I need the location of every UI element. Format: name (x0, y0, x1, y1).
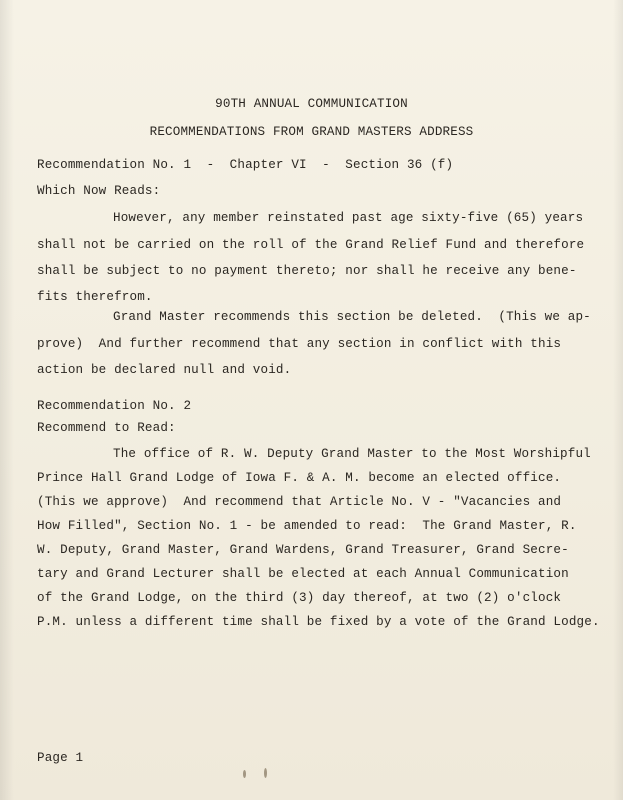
rec1-para1-line: shall not be carried on the roll of the Grand Relief Fund and therefore (37, 238, 585, 252)
rec1-para1-line: shall be subject to no payment thereto; nor shall he receive any bene- (37, 264, 577, 278)
document-subtitle: RECOMMENDATIONS FROM GRAND MASTERS ADDRESS (149, 125, 474, 139)
rec2-para-line: Prince Hall Grand Lodge of Iowa F. & A. M. become an elected office. (37, 471, 562, 485)
ink-mark (243, 770, 246, 778)
rec2-para-line: of the Grand Lodge, on the third (3) day thereof, at two (2) o'clock (37, 591, 562, 605)
page-number: Page 1 (37, 751, 84, 765)
rec2-para-line: The office of R. W. Deputy Grand Master to the Most Worshipful (113, 447, 591, 461)
recommendation-2-heading: Recommendation No. 2 (37, 399, 192, 413)
document-title: 90TH ANNUAL COMMUNICATION (215, 97, 408, 111)
recommendation-1-heading: Recommendation No. 1 - Chapter VI - Section 36 (f) (37, 158, 454, 172)
rec2-para-line: tary and Grand Lecturer shall be elected at each Annual Communication (37, 567, 569, 581)
rec1-para1-line: fits therefrom. (37, 290, 153, 304)
rec2-para-line: W. Deputy, Grand Master, Grand Wardens, Grand Treasurer, Grand Secre- (37, 543, 569, 557)
paper-edge-shadow-left (0, 0, 14, 800)
rec1-para2-line: Grand Master recommends this section be deleted. (This we ap- (113, 310, 591, 324)
rec1-para1-line: However, any member reinstated past age sixty-five (65) years (113, 211, 584, 225)
rec1-para2-line: action be declared null and void. (37, 363, 292, 377)
rec2-para-line: (This we approve) And recommend that Article No. V - "Vacancies and (37, 495, 562, 509)
recommendation-2-subheading: Recommend to Read: (37, 421, 176, 435)
ink-mark (264, 768, 267, 778)
rec2-para-line: P.M. unless a different time shall be fixed by a vote of the Grand Lodge. (37, 615, 600, 629)
recommendation-1-subheading: Which Now Reads: (37, 184, 161, 198)
paper-edge-shadow-right (613, 0, 623, 800)
rec1-para2-line: prove) And further recommend that any section in conflict with this (37, 337, 562, 351)
rec2-para-line: How Filled", Section No. 1 - be amended to read: The Grand Master, R. (37, 519, 577, 533)
